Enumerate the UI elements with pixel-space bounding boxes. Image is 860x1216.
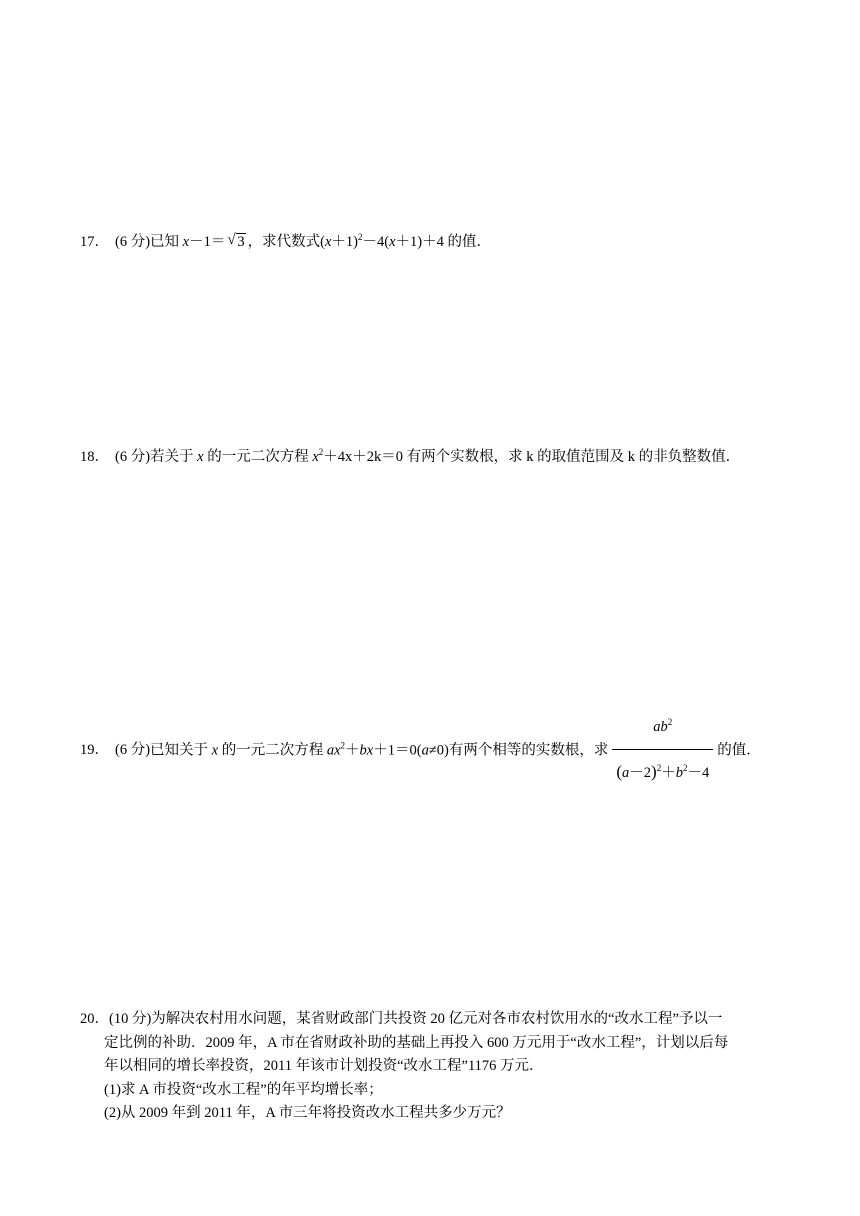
denominator-b: b xyxy=(675,765,683,781)
variable-x: x xyxy=(312,449,319,465)
question-text: ≠0)有两个相等的实数根，求 xyxy=(428,742,609,759)
question-text: －1＝ xyxy=(189,234,226,250)
question-18 xyxy=(80,447,740,467)
variable-a: a xyxy=(421,742,429,759)
exponent: 2 xyxy=(656,763,662,773)
plus-sign: ＋ xyxy=(345,742,360,759)
question-text: ＋1＝0( xyxy=(373,742,422,759)
exponent: 2 xyxy=(667,717,673,727)
fraction-denominator: $(a-2)^2+b^2-4$ xyxy=(616,762,710,781)
question-text: 的值． xyxy=(717,742,761,759)
denominator-a: a xyxy=(622,765,630,781)
fraction-expression xyxy=(612,707,713,793)
question-20-line-3: 年以相同的增长率投资，2011 年该市计划投资“改水工程”1176 万元． xyxy=(104,1058,544,1074)
question-text: ＋4x＋2k＝0 有两个实数根，求 k 的取值范围及 k 的非负整数值． xyxy=(323,449,741,465)
variable-bx: bx xyxy=(359,742,374,759)
exponent: 2 xyxy=(318,447,324,457)
exponent: 2 xyxy=(682,763,688,773)
variable-x: x xyxy=(324,234,332,250)
question-text: －4( xyxy=(362,234,390,250)
exponent: 2 xyxy=(357,232,363,242)
sub-question-1: (1)求 A 市投资“改水工程”的年平均增长率； xyxy=(104,1081,383,1098)
variable-x: x xyxy=(182,234,190,250)
sqrt-expression xyxy=(227,232,245,252)
question-text: 为解决农村用水问题，某省财政部门共投资 20 亿元对各市农村饮用水的“改水工程”予以一 xyxy=(151,1011,723,1027)
variable-ax: ax xyxy=(326,742,341,759)
variable-x: x xyxy=(389,234,396,250)
question-20-line-1 xyxy=(80,1008,788,1032)
question-17 xyxy=(80,232,491,252)
question-number: 19． xyxy=(80,742,109,759)
radical-sign-icon: √ xyxy=(227,232,236,248)
radicand: 3 xyxy=(237,234,245,250)
denominator-minus2: －2 xyxy=(629,765,652,781)
question-text: 的一元二次方程 xyxy=(207,449,309,465)
numerator-ab: ab xyxy=(653,719,668,735)
question-score: (6 分) xyxy=(115,742,151,759)
question-20-line-2: 定比例的补助．2009 年，A 市在省财政补助的基础上再投入 600 万元用于“改水工程”，计划以后每 xyxy=(104,1034,729,1051)
denominator-tail: －4 xyxy=(687,765,710,781)
question-text: 若关于 xyxy=(150,449,194,465)
question-19 xyxy=(80,708,761,794)
question-text: ＋1)＋4 的值． xyxy=(395,234,491,250)
exponent: 2 xyxy=(340,740,346,751)
variable-x: x xyxy=(211,742,219,759)
question-text: ＋1) xyxy=(331,234,358,250)
question-number: 18． xyxy=(80,449,109,465)
question-text: ，求代数式( xyxy=(247,234,325,250)
question-text: 已知关于 xyxy=(150,742,209,759)
sub-question-2: (2)从 2009 年到 2011 年，A 市三年将投资改水工程共多少万元？ xyxy=(104,1105,511,1121)
question-text: 已知 xyxy=(150,234,180,250)
question-20 xyxy=(80,1008,788,1126)
variable-x: x xyxy=(197,449,204,465)
fraction-numerator xyxy=(612,707,713,750)
question-number: 17． xyxy=(80,234,109,250)
plus-sign: ＋ xyxy=(661,765,676,781)
question-score: (6 分) xyxy=(115,234,151,250)
question-score: (10 分) xyxy=(109,1011,152,1027)
question-score: (6 分) xyxy=(115,449,151,465)
question-text: 的一元二次方程 xyxy=(221,742,324,759)
question-number: 20． xyxy=(80,1011,109,1027)
